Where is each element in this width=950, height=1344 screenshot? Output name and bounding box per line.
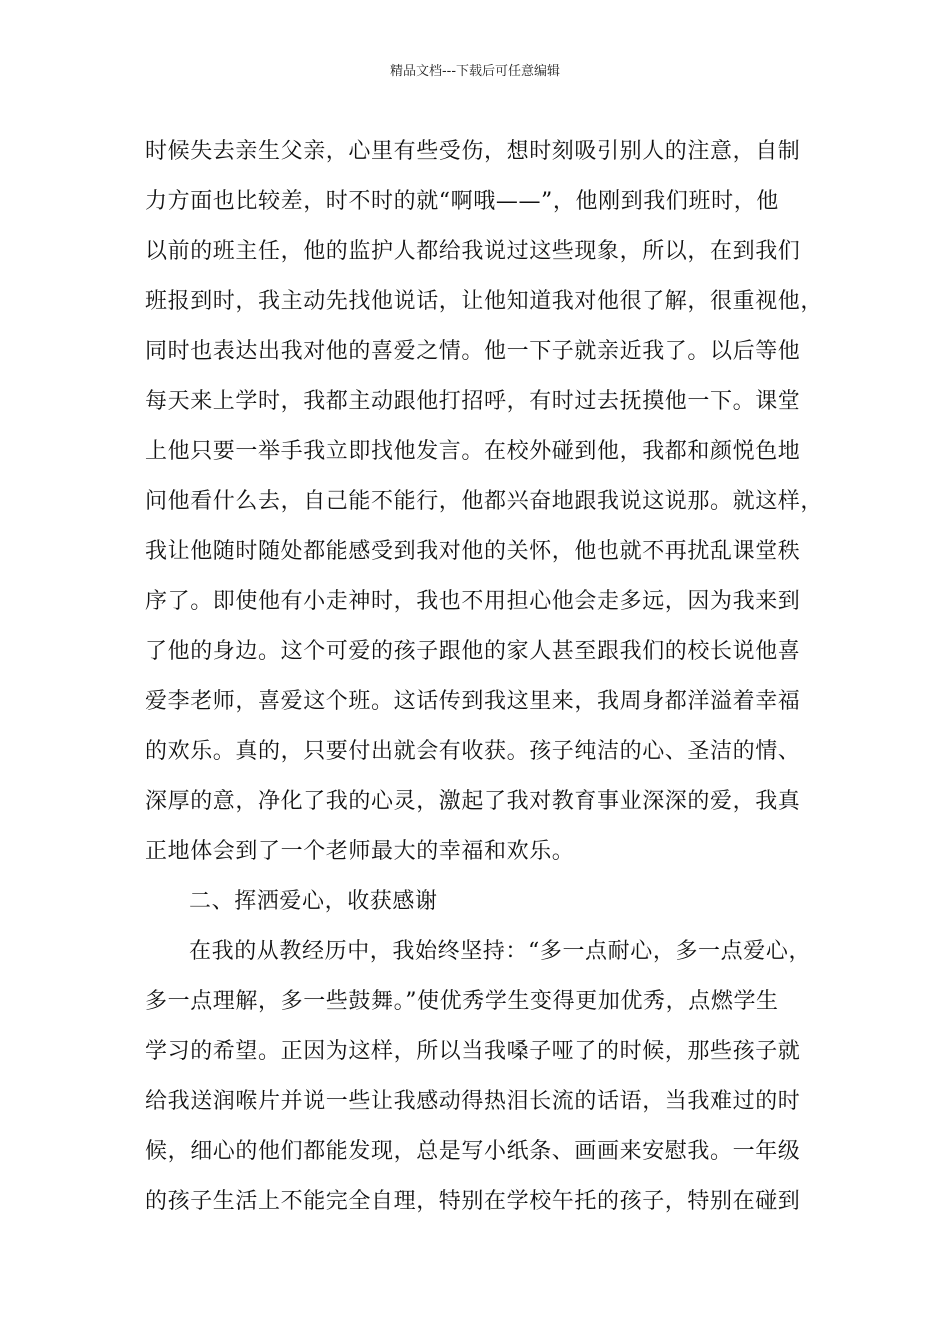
paragraph-line: 问他看什么去，自己能不能行，他都兴奋地跟我说这说那。就这样， [145,489,824,514]
page-header: 精品文档---下载后可任意编辑 [389,64,561,79]
paragraph-line: 时候失去亲生父亲，心里有些受伤，想时刻吸引别人的注意，自制 [145,139,801,164]
section-heading: 二、挥洒爱心，收获感谢 [189,889,438,914]
body-text [145,127,825,1227]
paragraph-line: 每天来上学时，我都主动跟他打招呼，有时过去抚摸他一下。课堂 [145,389,801,414]
paragraph-line: 多一点理解，多一些鼓舞。”使优秀学生变得更加优秀，点燃学生 [145,989,779,1014]
paragraph-line: 正地体会到了一个老师最大的幸福和欢乐。 [145,839,575,864]
paragraph-line: 同时也表达出我对他的喜爱之情。他一下子就亲近我了。以后等他 [145,339,801,364]
paragraph-line: 力方面也比较差，时不时的就“啊哦——”，他刚到我们班时，他 [145,189,779,214]
paragraph-line: 在我的从教经历中，我始终坚持：“多一点耐心，多一点爱心， [189,939,812,964]
paragraph-line: 候，细心的他们都能发现，总是写小纸条、画画来安慰我。一年级 [145,1139,801,1164]
paragraph-line: 给我送润喉片并说一些让我感动得热泪长流的话语，当我难过的时 [145,1089,801,1114]
paragraph-line: 爱李老师，喜爱这个班。这话传到我这里来，我周身都洋溢着幸福 [145,689,801,714]
paragraph-line: 班报到时，我主动先找他说话，让他知道我对他很了解，很重视他， [145,289,824,314]
paragraph-line: 深厚的意，净化了我的心灵，激起了我对教育事业深深的爱，我真 [145,789,801,814]
paragraph-line: 的欢乐。真的，只要付出就会有收获。孩子纯洁的心、圣洁的情、 [145,739,801,764]
paragraph-line: 上他只要一举手我立即找他发言。在校外碰到他，我都和颜悦色地 [145,439,801,464]
paragraph-line: 的孩子生活上不能完全自理，特别在学校午托的孩子，特别在碰到 [145,1189,801,1214]
paragraph-line: 我让他随时随处都能感受到我对他的关怀，他也就不再扰乱课堂秩 [145,539,801,564]
paragraph-line: 学习的希望。正因为这样，所以当我嗓子哑了的时候，那些孩子就 [145,1039,801,1064]
paragraph-line: 序了。即使他有小走神时，我也不用担心他会走多远，因为我来到 [145,589,801,614]
paragraph-line: 了他的身边。这个可爱的孩子跟他的家人甚至跟我们的校长说他喜 [145,639,801,664]
paragraph-line: 以前的班主任，他的监护人都给我说过这些现象，所以，在到我们 [145,239,801,264]
